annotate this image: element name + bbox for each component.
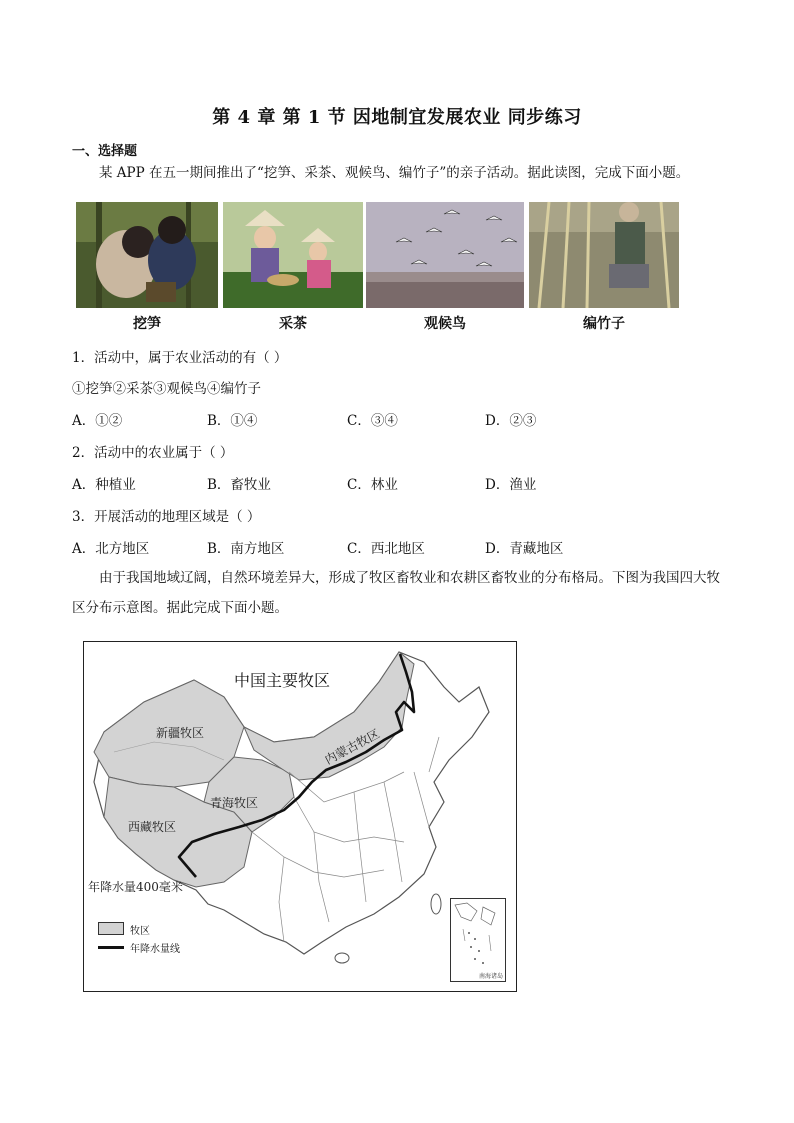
- legend-pastoral-label: 牧区: [130, 926, 150, 937]
- region-label-xizang: 西藏牧区: [128, 820, 177, 834]
- photo-caption: 挖笋: [133, 316, 161, 332]
- pastoral-regions-map: [83, 641, 517, 992]
- question-3-option-c[interactable]: C．西北地区: [347, 541, 425, 557]
- question-2-option-a[interactable]: A．种植业: [72, 477, 136, 493]
- migratory-birds-photo: [366, 202, 524, 332]
- women-picking-tea-photo: [223, 202, 363, 332]
- legend-isohyet-swatch: [98, 946, 124, 949]
- question-3-option-b[interactable]: B．南方地区: [207, 541, 285, 557]
- man-weaving-bamboo-photo: [529, 202, 679, 332]
- region-label-xinjiang: 新疆牧区: [156, 726, 205, 740]
- question-3-option-a[interactable]: A．北方地区: [72, 541, 150, 557]
- legend-pastoral-swatch: [98, 922, 124, 935]
- question-1-option-d[interactable]: D．②③: [485, 413, 537, 429]
- activity-photos: [76, 202, 680, 330]
- photo-caption: 采茶: [279, 316, 307, 332]
- question-1-option-a[interactable]: A．①②: [72, 413, 123, 429]
- passage-paragraph: 由于我国地域辽阔，自然环境差异大，形成了牧区畜牧业和农耕区畜牧业的分布格局。下图为我国四大牧区分布示意图。据此完成下面小题。: [72, 570, 720, 616]
- region-label-inner-mongolia: 内蒙古牧区: [322, 726, 383, 768]
- question-1-option-b[interactable]: B．①④: [207, 413, 258, 429]
- question-3-stem: 3．开展活动的地理区域是（ ）: [72, 509, 261, 525]
- intro-paragraph: 某 APP 在五一期间推出了“挖笋、采茶、观候鸟、编竹子”的亲子活动。据此读图，完成下面小题。: [99, 165, 690, 181]
- legend-isohyet-label: 年降水量线: [130, 944, 180, 955]
- children-digging-bamboo-shoots-photo: [76, 202, 218, 332]
- section-heading: 一、选择题: [72, 144, 138, 159]
- question-2-option-d[interactable]: D．渔业: [485, 477, 537, 493]
- question-1-items: ①挖笋②采茶③观候鸟④编竹子: [72, 381, 261, 397]
- map-title: 中国主要牧区: [234, 671, 331, 690]
- question-2-stem: 2．活动中的农业属于（ ）: [72, 445, 234, 461]
- question-2-option-b[interactable]: B．畜牧业: [207, 477, 271, 493]
- photo-caption: 观候鸟: [424, 316, 466, 332]
- question-1-option-c[interactable]: C．③④: [347, 413, 398, 429]
- region-label-qinghai: 青海牧区: [210, 796, 259, 810]
- question-3-option-d[interactable]: D．青藏地区: [485, 541, 564, 557]
- isohyet-label: 年降水量400毫米: [88, 880, 183, 894]
- photo-caption: 编竹子: [583, 316, 625, 332]
- inset-label: 南海诸岛: [478, 973, 503, 980]
- question-2-option-c[interactable]: C．林业: [347, 477, 398, 493]
- page-title: 第 4 章 第 1 节 因地制宜发展农业 同步练习: [212, 107, 582, 128]
- question-1-stem: 1．活动中，属于农业活动的有（ ）: [72, 350, 288, 366]
- south-china-sea-inset: [450, 898, 506, 982]
